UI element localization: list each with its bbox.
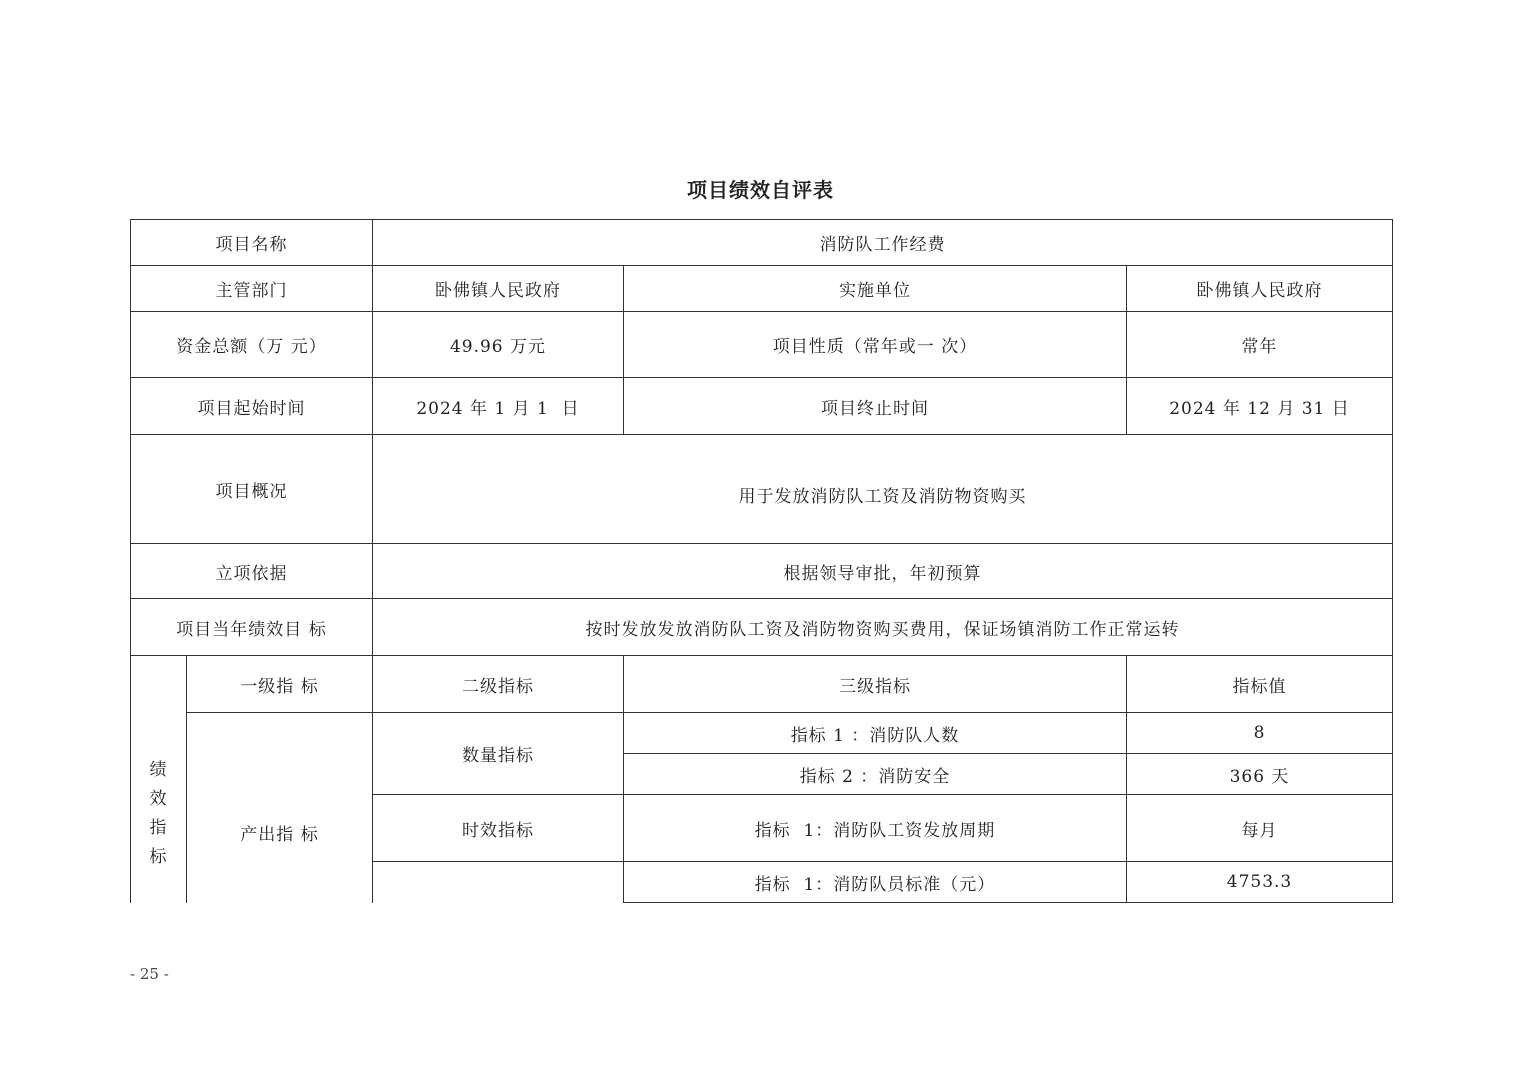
- fund-value: 49.96 万元: [373, 312, 624, 378]
- project-name-value: 消防队工作经费: [373, 220, 1393, 266]
- row-project-name: [131, 220, 1393, 266]
- project-name-label: 项目名称: [131, 220, 373, 266]
- header-level1: 一级指 标: [187, 656, 373, 713]
- indicator-name: 指标 2 ：消防安全: [624, 754, 1127, 795]
- timeliness-label: 时效指标: [373, 795, 624, 862]
- overview-value: 用于发放消防队工资及消防物资购买: [373, 435, 1393, 544]
- end-value: 2024 年 12 月 31 日: [1127, 378, 1393, 435]
- basis-value: 根据领导审批，年初预算: [373, 544, 1393, 599]
- dept-value: 卧佛镇人民政府: [373, 266, 624, 312]
- row-goal: [131, 599, 1393, 656]
- nature-value: 常年: [1127, 312, 1393, 378]
- indicator-name: 指标 1：消防队工资发放周期: [624, 795, 1127, 862]
- header-value: 指标值: [1127, 656, 1393, 713]
- basis-label: 立项依据: [131, 544, 373, 599]
- row-department: [131, 266, 1393, 312]
- indicator-value: 366 天: [1127, 754, 1393, 795]
- performance-table: [130, 219, 1393, 903]
- row-dates: [131, 378, 1393, 435]
- page-number: - 25 -: [130, 965, 169, 983]
- impl-label: 实施单位: [624, 266, 1127, 312]
- start-value: 2024 年 1 月 1 日: [373, 378, 624, 435]
- table-row: [131, 713, 1393, 754]
- goal-label: 项目当年绩效目 标: [131, 599, 373, 656]
- dept-label: 主管部门: [131, 266, 373, 312]
- row-basis: [131, 544, 1393, 599]
- goal-value: 按时发放发放消防队工资及消防物资购买费用，保证场镇消防工作正常运转: [373, 599, 1393, 656]
- page-title: 项目绩效自评表: [687, 178, 834, 202]
- row-fund: [131, 312, 1393, 378]
- fund-label: 资金总额（万 元）: [131, 312, 373, 378]
- nature-label: 项目性质（常年或一 次）: [624, 312, 1127, 378]
- indicator-name: 指标 1 ：消防队人数: [624, 713, 1127, 754]
- row-indicator-header: [131, 656, 1393, 713]
- output-label: 产出指 标: [187, 713, 373, 903]
- end-label: 项目终止时间: [624, 378, 1127, 435]
- indicator-value: 4753.3: [1127, 862, 1393, 903]
- indicator-group-text: 绩 效 指 标: [149, 760, 168, 868]
- empty-level2-cell: [373, 862, 624, 903]
- impl-value: 卧佛镇人民政府: [1127, 266, 1393, 312]
- header-level3: 三级指标: [624, 656, 1127, 713]
- overview-label: 项目概况: [131, 435, 373, 544]
- quantity-label: 数量指标: [373, 713, 624, 795]
- indicator-value: 8: [1127, 713, 1393, 754]
- start-label: 项目起始时间: [131, 378, 373, 435]
- row-overview: [131, 435, 1393, 544]
- indicator-value: 每月: [1127, 795, 1393, 862]
- indicator-group-label: [131, 656, 187, 903]
- indicator-name: 指标 1：消防队员标准（元）: [624, 862, 1127, 903]
- header-level2: 二级指标: [373, 656, 624, 713]
